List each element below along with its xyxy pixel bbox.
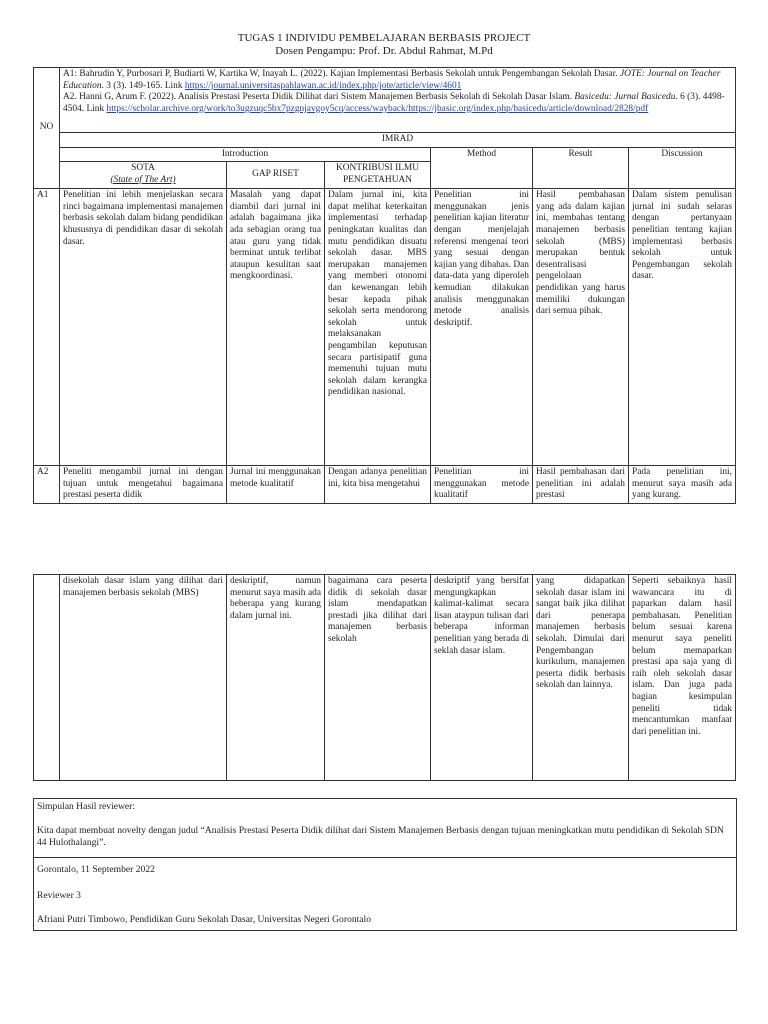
discussion-header: Discussion <box>629 147 736 189</box>
table-row <box>34 466 736 504</box>
gap-cell: Jurnal ini menggunakan metode kualitatif <box>227 466 325 504</box>
gap-cell: deskriptif, namun menurut saya masih ada beberapa yang kurang dalam jurnal ini. <box>227 575 325 781</box>
reference-a1: A1: Bahrudin Y, Purbosari P, Budiarti W, Kartika W, Inayah L. (2022). Kajian Implementasi Berbasis Sekolah untuk Pengembangan Sekolah Dasar. JOTE: Journal on Teacher Education. 3 (3). 149-165. Link https://journal.universitaspahlawan.ac.id/index.php/jote/article/view/4601 <box>63 69 721 91</box>
reviewer-line: Reviewer 3 <box>37 890 81 901</box>
reference-a1-link[interactable]: https://journal.universitaspahlawan.ac.id/index.php/jote/article/view/4601 <box>184 80 462 91</box>
discussion-cell: Seperti sebaiknya hasil wawancara itu di paparkan dalam hasil pembahasan. Penelitian belum sesuai karena menurut saya peneliti belum memaparkan prestasi apa saja yang di raih oleh sekolah dasar islam. Dan juga pada bagian kesimpulan peneliti tidak mencantumkan manfaat dari penelitian ini. <box>629 575 736 781</box>
date-line: Gorontalo, 11 September 2022 <box>37 864 155 875</box>
gap-cell: Masalah yang dapat diambil dari jurnal ini adalah bagaimana jika ada sebagian orang tua atau guru yang tidak berminat untuk terlibat ataupun kesulitan saat mengkoordinasi. <box>227 189 325 466</box>
lecturer-line: Dosen Pengampu: Prof. Dr. Abdul Rahmat, M.Pd <box>275 45 493 57</box>
summary-box <box>33 798 737 858</box>
sota-header: SOTA (State of The Art) <box>60 162 227 189</box>
kontribusi-header: KONTRIBUSI ILMU PENGETAHUAN <box>325 162 431 189</box>
sota-cell: Penelitian ini lebih menjelaskan secara rinci bagaimana implementasi manajemen berbasis sekolah dalam bidang pendidikan khususnya di pendidikan dasar di sekolah dasar. <box>60 189 227 466</box>
row-number: A2 <box>34 466 60 504</box>
discussion-cell: Pada penelitian ini, menurut saya masih ada yang kurang. <box>629 466 736 504</box>
reference-a2: A2. Hanni G, Arum F. (2022). Analisis Prestasi Peserta Didik Dilihat dari Sistem Manajemen Berbasis Sekolah di Sekolah Dasar Islam. Basicedu: Jurnal Basicedu. 6 (3). 4498-4504. Link https://scholar.archive.org/work/to3ugzuqc5bx7pzgnjavgoy5cq/access/wayback/https://jbasic.org/index.php/basicedu/article/download/2828/pdf <box>63 92 725 114</box>
method-cell: deskriptif yang bersifat mengungkapkan kalimat-kalimat secara lisan ataypun tulisan dari beberapa informan penelitian yang berada di seklah dasar islam. <box>431 575 533 781</box>
document-title: TUGAS 1 INDIVIDU PEMBELAJARAN BERBASIS PROJECT <box>237 32 531 44</box>
sota-cell: disekolah dasar islam yang dilihat dari manajemen berbasis sekolah (MBS) <box>60 575 227 781</box>
summary-label: Simpulan Hasil reviewer: <box>37 801 136 812</box>
signature-box <box>33 857 737 931</box>
author-line: Afriani Putri Timbowo, Pendidikan Guru Sekolah Dasar, Universitas Negeri Gorontalo <box>37 914 372 925</box>
result-cell: yang didapatkan sekolah dasar islam ini sangat baik jika dilihat dari penerapa manajemen berbasis sekolah. Dimulai dari Pengembangan kurikulum, manajemen peserta didik berbasis sekolah dan lainnya. <box>533 575 629 781</box>
kontribusi-cell: Dengan adanya penelitian ini, kita bisa mengetahui <box>325 466 431 504</box>
continuation-table <box>33 574 736 781</box>
method-header: Method <box>431 147 533 189</box>
result-cell: Hasil pembahasan yang ada dalam kajian ini, membahas tentang manajemen berbasis sekolah (MBS) merupakan bentuk desentralisasi pengelolaan pendidikan yang harus memiliki dukungan dari semua pihak. <box>533 189 629 466</box>
table-row <box>34 189 736 466</box>
no-header: NO <box>34 68 60 189</box>
kontribusi-cell: Dalam jurnal ini, kita dapat melihat keterkaitan implementasi terhadap peningkatan kualitas dan mutu pendidikan disuatu sekolah dasar. MBS merupakan manajemen yang memberi otonomi dan kewenangan lebih besar kepada pihak sekolah serta mendorong sekolah untuk melaksanakan pengambilan keputusan secara partisipatif guna memenuhi tujuan mutu sekolah dalam kerangka pendidikan nasional. <box>325 189 431 466</box>
row-number-empty <box>34 575 60 781</box>
sota-cell: Peneliti mengambil jurnal ini dengan tujuan untuk mengetahui bagaimana prestasi peserta didik <box>60 466 227 504</box>
kontribusi-cell: bagaimana cara peserta didik di sekolah dasar islam mendapatkan prestadi jika dilihat dari manajemen berbasis sekolah <box>325 575 431 781</box>
result-header: Result <box>533 147 629 189</box>
summary-text: Kita dapat membuat novelty dengan judul “Analisis Prestasi Peserta Didik dilihat dari Sistem Manajemen Berbasis dengan tujuan meningkatkan mutu pendidikan di Sekolah SDN 44 Hulothalangi”. <box>37 825 724 848</box>
row-number: A1 <box>34 189 60 466</box>
method-cell: Penelitian ini menggunakan jenis penelitian kajian literatur dengan menjelajah referensi mengenai teori yang sesuai dengan kajian yang dibahas. Dan data-data yang diperoleh kemudian dilakukan analisis menggunakan metode analisis deskriptif. <box>431 189 533 466</box>
introduction-header: Introduction <box>60 147 431 162</box>
discussion-cell: Dalam sistem penulisan jurnal ini sudah selaras dengan pertanyaan penelitian tentang kajian implementasi berbasis sekolah untuk Pengembangan sekolah dasar. <box>629 189 736 466</box>
reference-a2-link[interactable]: https://scholar.archive.org/work/to3ugzuqc5bx7pzgnjavgoy5cq/access/wayback/https://jbasic.org/index.php/basicedu/article/download/2828/pdf <box>106 103 649 114</box>
review-table <box>33 67 736 504</box>
gap-header: GAP RISET <box>227 162 325 189</box>
method-cell: Penelitian ini menggunakan metode kualitatif <box>431 466 533 504</box>
result-cell: Hasil pembahasan dari penelitian ini adalah prestasi <box>533 466 629 504</box>
imrad-header: IMRAD <box>60 133 736 148</box>
table-row <box>34 575 736 781</box>
references-cell <box>60 68 736 133</box>
